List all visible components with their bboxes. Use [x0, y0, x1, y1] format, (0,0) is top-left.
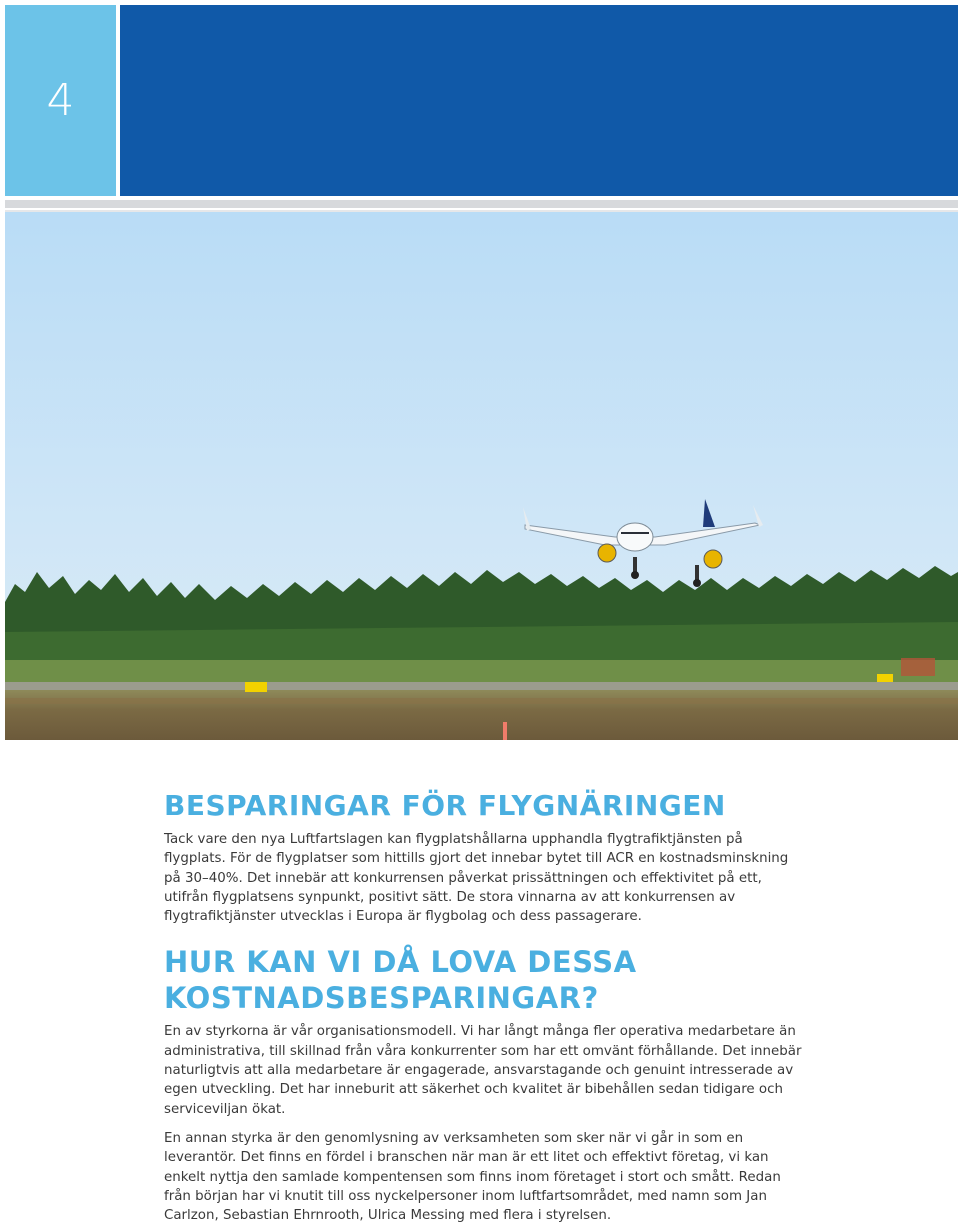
paragraph-review: En annan styrka är den genomlysning av verksamheten som sker när vi går in som en leverantör. Det finns en fördel i branschen när man är ett litet och effektivt företag, vi kan enkelt nyttja den samlade kompentensen som finns inom företaget i stort och smått. Redan från början har vi knutit till oss nyckelpersoner inom luftfartsområdet, med namn som Jan Carlzon, Sebastian Ehrnrooth, Ulrica Messing med flera i styrelsen.	[164, 1130, 781, 1224]
header-banner	[120, 5, 958, 196]
airplane-landing-photo	[5, 212, 958, 740]
section-heading-savings: BESPARINGAR FÖR FLYGNÄRINGEN	[164, 789, 726, 822]
section-body-savings: Tack vare den nya Luftfartslagen kan flygplatshållarna upphandla flygtrafiktjänsten på flygplats. För de flygplatser som hittills gjort det innebar bytet till ACR en kostnadsminskning på 30–40%. Det innebär att konkurrensen påverkat prissättningen och effektivitet på ett, utifrån flygplatsens synpunkt, positivt sätt. De stora vinnarna av att konkurrensen av flygtrafiktjänster utvecklas i Europa är flygbolag och dess passagerare.	[164, 832, 789, 925]
article-content	[164, 788, 804, 1225]
page-number-box	[5, 5, 116, 196]
page-number: 4	[46, 75, 75, 126]
section-heading-how: HUR KAN VI DÅ LOVA DESSA KOSTNADSBESPARINGAR?	[164, 945, 637, 1016]
divider	[5, 200, 958, 208]
paragraph-organisation: En av styrkorna är vår organisationsmodell. Vi har långt många fler operativa medarbetare än administrativa, till skillnad från våra konkurrenter som har ett omvänt förhållande. Det innebär naturligtvis att alla medarbetare är engagerade, ansvarstagande och genuint intresserade av egen utveckling. Det har inneburit att säkerhet och kvalitet är bibehållen sedan tidigare och serviceviljan ökat.	[164, 1024, 802, 1117]
